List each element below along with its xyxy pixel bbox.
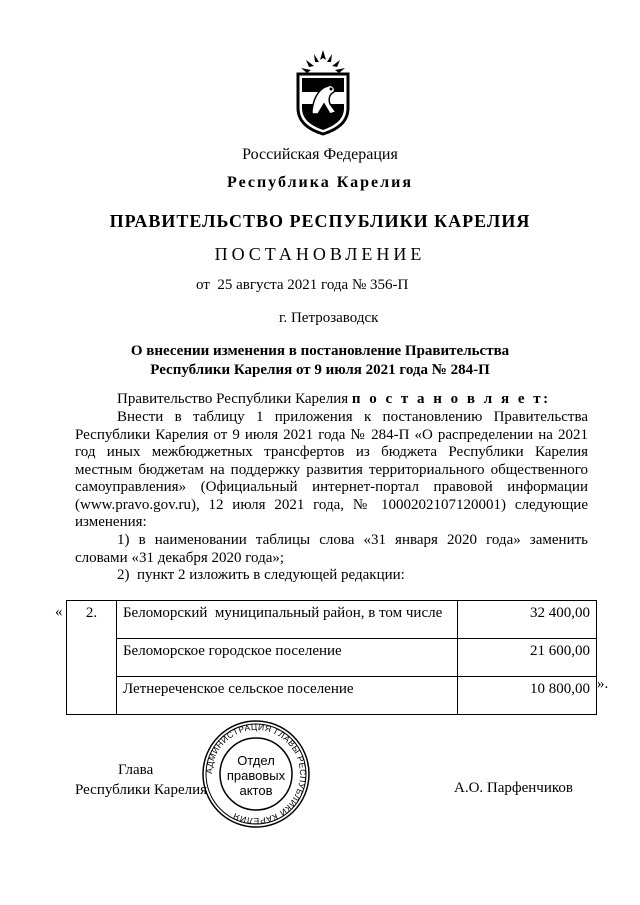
body-paragraph-intro	[75, 391, 588, 409]
body-paragraph-item-1: 1) в наименовании таблицы слова «31 января 2020 года» заменить словами «31 декабря 2020 года»;	[75, 532, 588, 566]
document-date-number: от 25 августа 2021 года № 356-П	[196, 277, 409, 293]
document-city: г. Петрозаводск	[279, 310, 379, 326]
government-name: ПРАВИТЕЛЬСТВО РЕСПУБЛИКИ КАРЕЛИЯ	[109, 211, 531, 231]
karelia-coat-of-arms-icon	[292, 48, 354, 136]
table-cell-value: 32 400,00	[458, 601, 597, 639]
table-row	[67, 639, 597, 677]
republic-name: Республика Карелия	[227, 174, 413, 191]
document-subject	[0, 342, 640, 380]
document-type: ПОСТАНОВЛЕНИЕ	[214, 244, 426, 264]
table-row	[67, 601, 597, 639]
table-cell-name: Беломорский муниципальный район, в том числе	[116, 601, 457, 639]
table-quote-open: «	[55, 604, 63, 620]
subject-line-2: Республики Карелия от 9 июля 2021 года № 284-П	[150, 362, 490, 378]
stamp-line-2: правовых	[226, 768, 286, 783]
body-paragraph-main: Внести в таблицу 1 приложения к постановлению Правительства Республики Карелия от 9 июля 2021 года № 284-П «О распределении на 2021 год иных межбюджетных трансфертов из бюджета Республики Карелия местным бюджетам на поддержку развития территориального общественного самоуправления» (Официальный интернет-портал правовой информации (www.pravo.gov.ru), 12 июля 2021 года, № 1000202107120001) следующие изменения:	[75, 409, 588, 530]
country-name: Российская Федерация	[242, 146, 398, 163]
signatory-name: А.О. Парфенчиков	[454, 780, 573, 796]
intro-text: Правительство Республики Карелия	[117, 391, 352, 407]
signatory-title	[75, 760, 207, 800]
department-stamp-icon	[200, 718, 312, 830]
table-cell-name: Летнереченское сельское поселение	[116, 677, 457, 715]
table-cell-number: 2.	[67, 601, 117, 715]
stamp-line-1: Отдел	[237, 753, 275, 768]
signatory-title-line-2: Республики Карелия	[75, 782, 208, 798]
decides-text: п о с т а н о в л я е т:	[351, 391, 551, 407]
table-cell-value: 21 600,00	[458, 639, 597, 677]
subject-line-1: О внесении изменения в постановление Правительства	[130, 343, 510, 359]
stamp-ring-text: АДМИНИСТРАЦИЯ ГЛАВЫ РЕСПУБЛИКИ КАРЕЛИЯ	[203, 721, 309, 827]
table-cell-name: Беломорское городское поселение	[116, 639, 457, 677]
table-cell-value: 10 800,00	[458, 677, 597, 715]
amendment-table	[66, 600, 597, 715]
table-row	[67, 677, 597, 715]
stamp-line-3: актов	[239, 783, 273, 798]
table-quote-close: ».	[597, 676, 609, 692]
signatory-title-line-1: Глава	[118, 762, 154, 778]
body-paragraph-item-2: 2) пункт 2 изложить в следующей редакции:	[117, 567, 405, 583]
